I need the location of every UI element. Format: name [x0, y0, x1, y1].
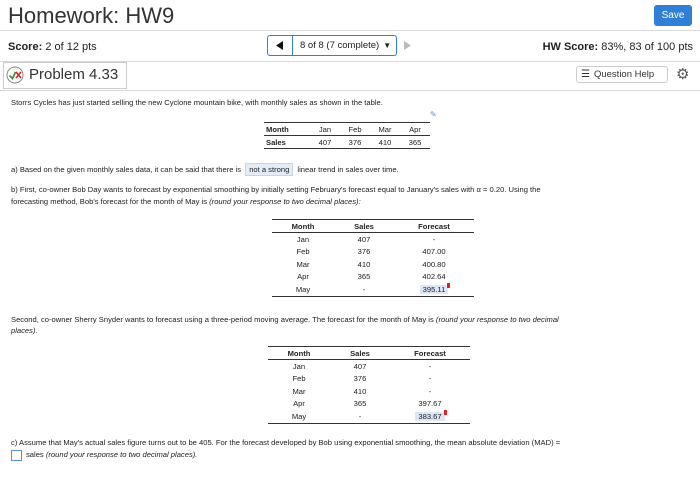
- part-a-suffix: linear trend in sales over time.: [297, 165, 399, 174]
- table-row: [268, 373, 470, 386]
- table-cell: -: [330, 410, 390, 423]
- hw-score-display: [543, 41, 693, 53]
- intro-text: Storrs Cycles has just started selling the new Cyclone mountain bike, with monthly sales as shown in the table.: [11, 98, 383, 107]
- next-question-button[interactable]: [397, 35, 417, 56]
- divider: [0, 30, 700, 31]
- second-part-rounding-note: (round your response to two decimal: [435, 315, 559, 324]
- second-part-line-1: [11, 315, 559, 324]
- page-title: Homework: HW9: [8, 3, 175, 28]
- score-value: 2 of 12 pts: [45, 41, 97, 53]
- second-part-rounding-note-end: places).: [11, 326, 38, 335]
- part-b-line-2: [11, 197, 361, 206]
- table-cell: Feb: [296, 247, 310, 257]
- table-cell: Jan: [292, 361, 306, 371]
- table-cell: 376: [357, 247, 371, 257]
- part-a-prefix: a) Based on the given monthly sales data, it can be said that there is: [11, 165, 242, 174]
- table-row: [264, 123, 430, 136]
- table-row: [268, 410, 470, 423]
- question-navigator: [267, 35, 417, 56]
- table-cell: 397.67: [418, 399, 442, 409]
- part-c-unit: sales: [26, 450, 44, 459]
- hw-score-value: 83%, 83 of 100 pts: [601, 41, 693, 53]
- table-row: [264, 136, 430, 149]
- incorrect-mark-icon: [444, 410, 447, 415]
- table-cell: Apr: [297, 272, 309, 282]
- triangle-right-icon: [404, 41, 411, 50]
- table-row: [268, 385, 470, 398]
- table-cell: 365: [357, 272, 371, 282]
- problem-status-icon: [6, 66, 24, 84]
- table-header-row: [272, 220, 474, 233]
- caret-down-icon: ▼: [383, 41, 392, 50]
- triangle-left-icon: [276, 41, 284, 50]
- table-cell: 407: [353, 361, 367, 371]
- column-header: Sales: [330, 347, 390, 360]
- table-cell: Mar: [370, 123, 400, 136]
- part-b-rounding-note: (round your response to two decimal places):: [209, 197, 361, 206]
- table-cell: May: [268, 410, 330, 423]
- sales-data-table: [264, 122, 430, 149]
- table-row: [272, 271, 474, 284]
- table-cell: Mar: [292, 386, 306, 396]
- table-cell: [390, 410, 470, 423]
- table-header-row: [268, 347, 470, 360]
- table-cell: 410: [370, 136, 400, 149]
- table-row: [272, 246, 474, 259]
- table-cell: Jan: [296, 234, 310, 244]
- table-cell: -: [334, 283, 394, 296]
- problem-title: Problem 4.33: [29, 66, 119, 83]
- column-header: Forecast: [390, 347, 470, 360]
- table-cell: Feb: [340, 123, 370, 136]
- table-cell: 365: [400, 136, 430, 149]
- table-cell: Apr: [400, 123, 430, 136]
- table-cell: Month: [264, 123, 310, 136]
- save-button[interactable]: Save: [654, 5, 692, 26]
- table-cell: 402.64: [422, 272, 446, 282]
- column-header: Month: [268, 347, 330, 360]
- question-selector-label: 8 of 8 (7 complete): [300, 40, 380, 51]
- table-cell: Feb: [292, 374, 306, 384]
- table-cell: -: [428, 361, 432, 371]
- divider: [0, 90, 700, 91]
- question-help-label: Question Help: [593, 69, 655, 80]
- second-part-line-2: [11, 326, 38, 335]
- table-row: [272, 283, 474, 296]
- answer-value: 383.67: [418, 411, 442, 421]
- table-cell: 407: [310, 136, 340, 149]
- pencil-icon[interactable]: ✎: [430, 110, 437, 119]
- column-header: Month: [272, 220, 334, 233]
- table-cell: 365: [353, 399, 367, 409]
- hw-score-label: HW Score:: [542, 41, 599, 53]
- question-help-button[interactable]: [576, 66, 668, 83]
- may-forecast-answer[interactable]: [420, 285, 449, 294]
- column-header: Sales: [334, 220, 394, 233]
- question-selector[interactable]: [293, 35, 397, 56]
- mad-answer-input[interactable]: [11, 450, 22, 461]
- table-cell: -: [428, 374, 432, 384]
- table-row: [272, 233, 474, 246]
- table-cell: 400.80: [422, 259, 446, 269]
- table-cell: 376: [340, 136, 370, 149]
- table-cell: 407: [357, 234, 371, 244]
- part-b-line-1: b) First, co-owner Bob Day wants to forecast by exponential smoothing by initially setting February's forecast equal to January's sales with α = 0.20. Using the: [11, 185, 541, 194]
- may-forecast-answer[interactable]: [415, 412, 444, 421]
- table-cell: Sales: [264, 136, 310, 149]
- table-cell: May: [272, 283, 334, 296]
- part-a-text: [11, 163, 399, 176]
- part-c-line-2: [26, 450, 197, 459]
- part-c-line-1: c) Assume that May's actual sales figure turns out to be 405. For the forecast developed by Bob using exponential smoothing, the mean absolute deviation (MAD) =: [11, 438, 561, 447]
- table-row: [268, 398, 470, 411]
- table-cell: 407.00: [422, 247, 446, 257]
- table-cell: -: [432, 234, 436, 244]
- moving-average-table: [268, 346, 470, 424]
- table-cell: Mar: [296, 259, 310, 269]
- table-cell: [394, 283, 474, 296]
- table-row: [268, 360, 470, 373]
- table-row: [272, 258, 474, 271]
- column-header: Forecast: [394, 220, 474, 233]
- gear-icon[interactable]: ⚙: [676, 66, 690, 83]
- table-cell: 410: [353, 386, 367, 396]
- table-cell: Jan: [310, 123, 340, 136]
- answer-value: 395.11: [422, 284, 446, 294]
- second-part-text: Second, co-owner Sherry Snyder wants to forecast using a three-period moving average. The forecast for the month of May is: [11, 315, 434, 324]
- previous-question-button[interactable]: [267, 35, 293, 56]
- part-c-rounding-note: (round your response to two decimal places).: [45, 450, 198, 459]
- part-a-answer-dropdown[interactable]: not a strong: [245, 163, 293, 176]
- score-display: [8, 41, 97, 53]
- part-b-text: forecasting method, Bob's forecast for the month of May is: [11, 197, 208, 206]
- incorrect-mark-icon: [447, 283, 450, 288]
- table-cell: 376: [353, 374, 367, 384]
- question-help-icon: ☰: [581, 69, 590, 80]
- score-label: Score:: [8, 41, 43, 53]
- exponential-smoothing-table: [272, 219, 474, 297]
- table-cell: Apr: [293, 399, 305, 409]
- table-cell: 410: [357, 259, 371, 269]
- table-cell: -: [428, 386, 432, 396]
